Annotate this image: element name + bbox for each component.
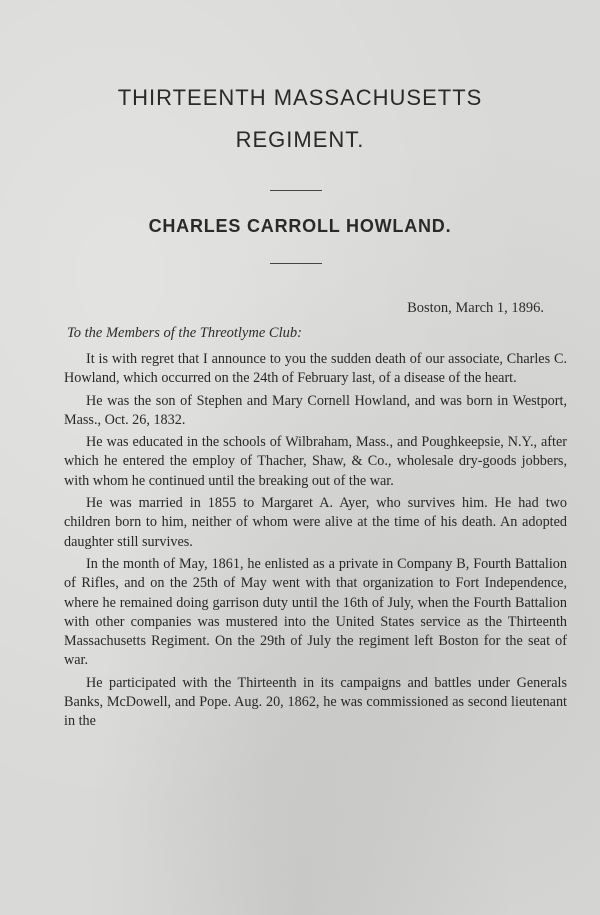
subject-name: CHARLES CARROLL HOWLAND. — [148, 216, 452, 236]
letter-dateline: Boston, March 1, 1896. — [407, 300, 544, 316]
title-divider — [270, 190, 322, 191]
document-title-line-2: REGIMENT. — [235, 127, 365, 152]
subject-divider — [270, 263, 322, 264]
letter-body — [64, 350, 567, 735]
body-paragraph: He was educated in the schools of Wilbraham, Mass., and Poughkeepsie, N.Y., after which he entered the employ of Thacher, Shaw, & Co., wholesale dry-goods jobbers, with whom he continued until the breaking out of the war. — [64, 434, 567, 489]
body-paragraph: In the month of May, 1861, he enlisted as a private in Company B, Fourth Battalion of Rifles, and on the 25th of May went with that organization to Fort Independence, where he remained doing garrison duty until the 16th of July, when the Fourth Battalion with other companies was mustered into the United States service as the Thirteenth Massachusetts Regiment. On the 29th of July the regiment left Boston for the seat of war. — [64, 555, 567, 669]
letter-salutation: To the Members of the Threotlyme Club: — [67, 325, 302, 341]
body-paragraph: It is with regret that I announce to you the sudden death of our associate, Charles C. Howland, which occurred on the 24th of February last, of a disease of the heart. — [64, 351, 567, 387]
body-paragraph: He participated with the Thirteenth in its campaigns and battles under Generals Banks, McDowell, and Pope. Aug. 20, 1862, he was commissioned as second lieutenant in the — [64, 674, 567, 730]
document-title-line-1: THIRTEENTH MASSACHUSETTS — [117, 85, 483, 110]
body-paragraph: He was the son of Stephen and Mary Cornell Howland, and was born in Westport, Mass., Oct. 26, 1832. — [64, 392, 567, 428]
body-paragraph: He was married in 1855 to Margaret A. Ayer, who survives him. He had two children born to him, neither of whom were alive at the time of his death. An adopted daughter still survives. — [64, 495, 567, 550]
